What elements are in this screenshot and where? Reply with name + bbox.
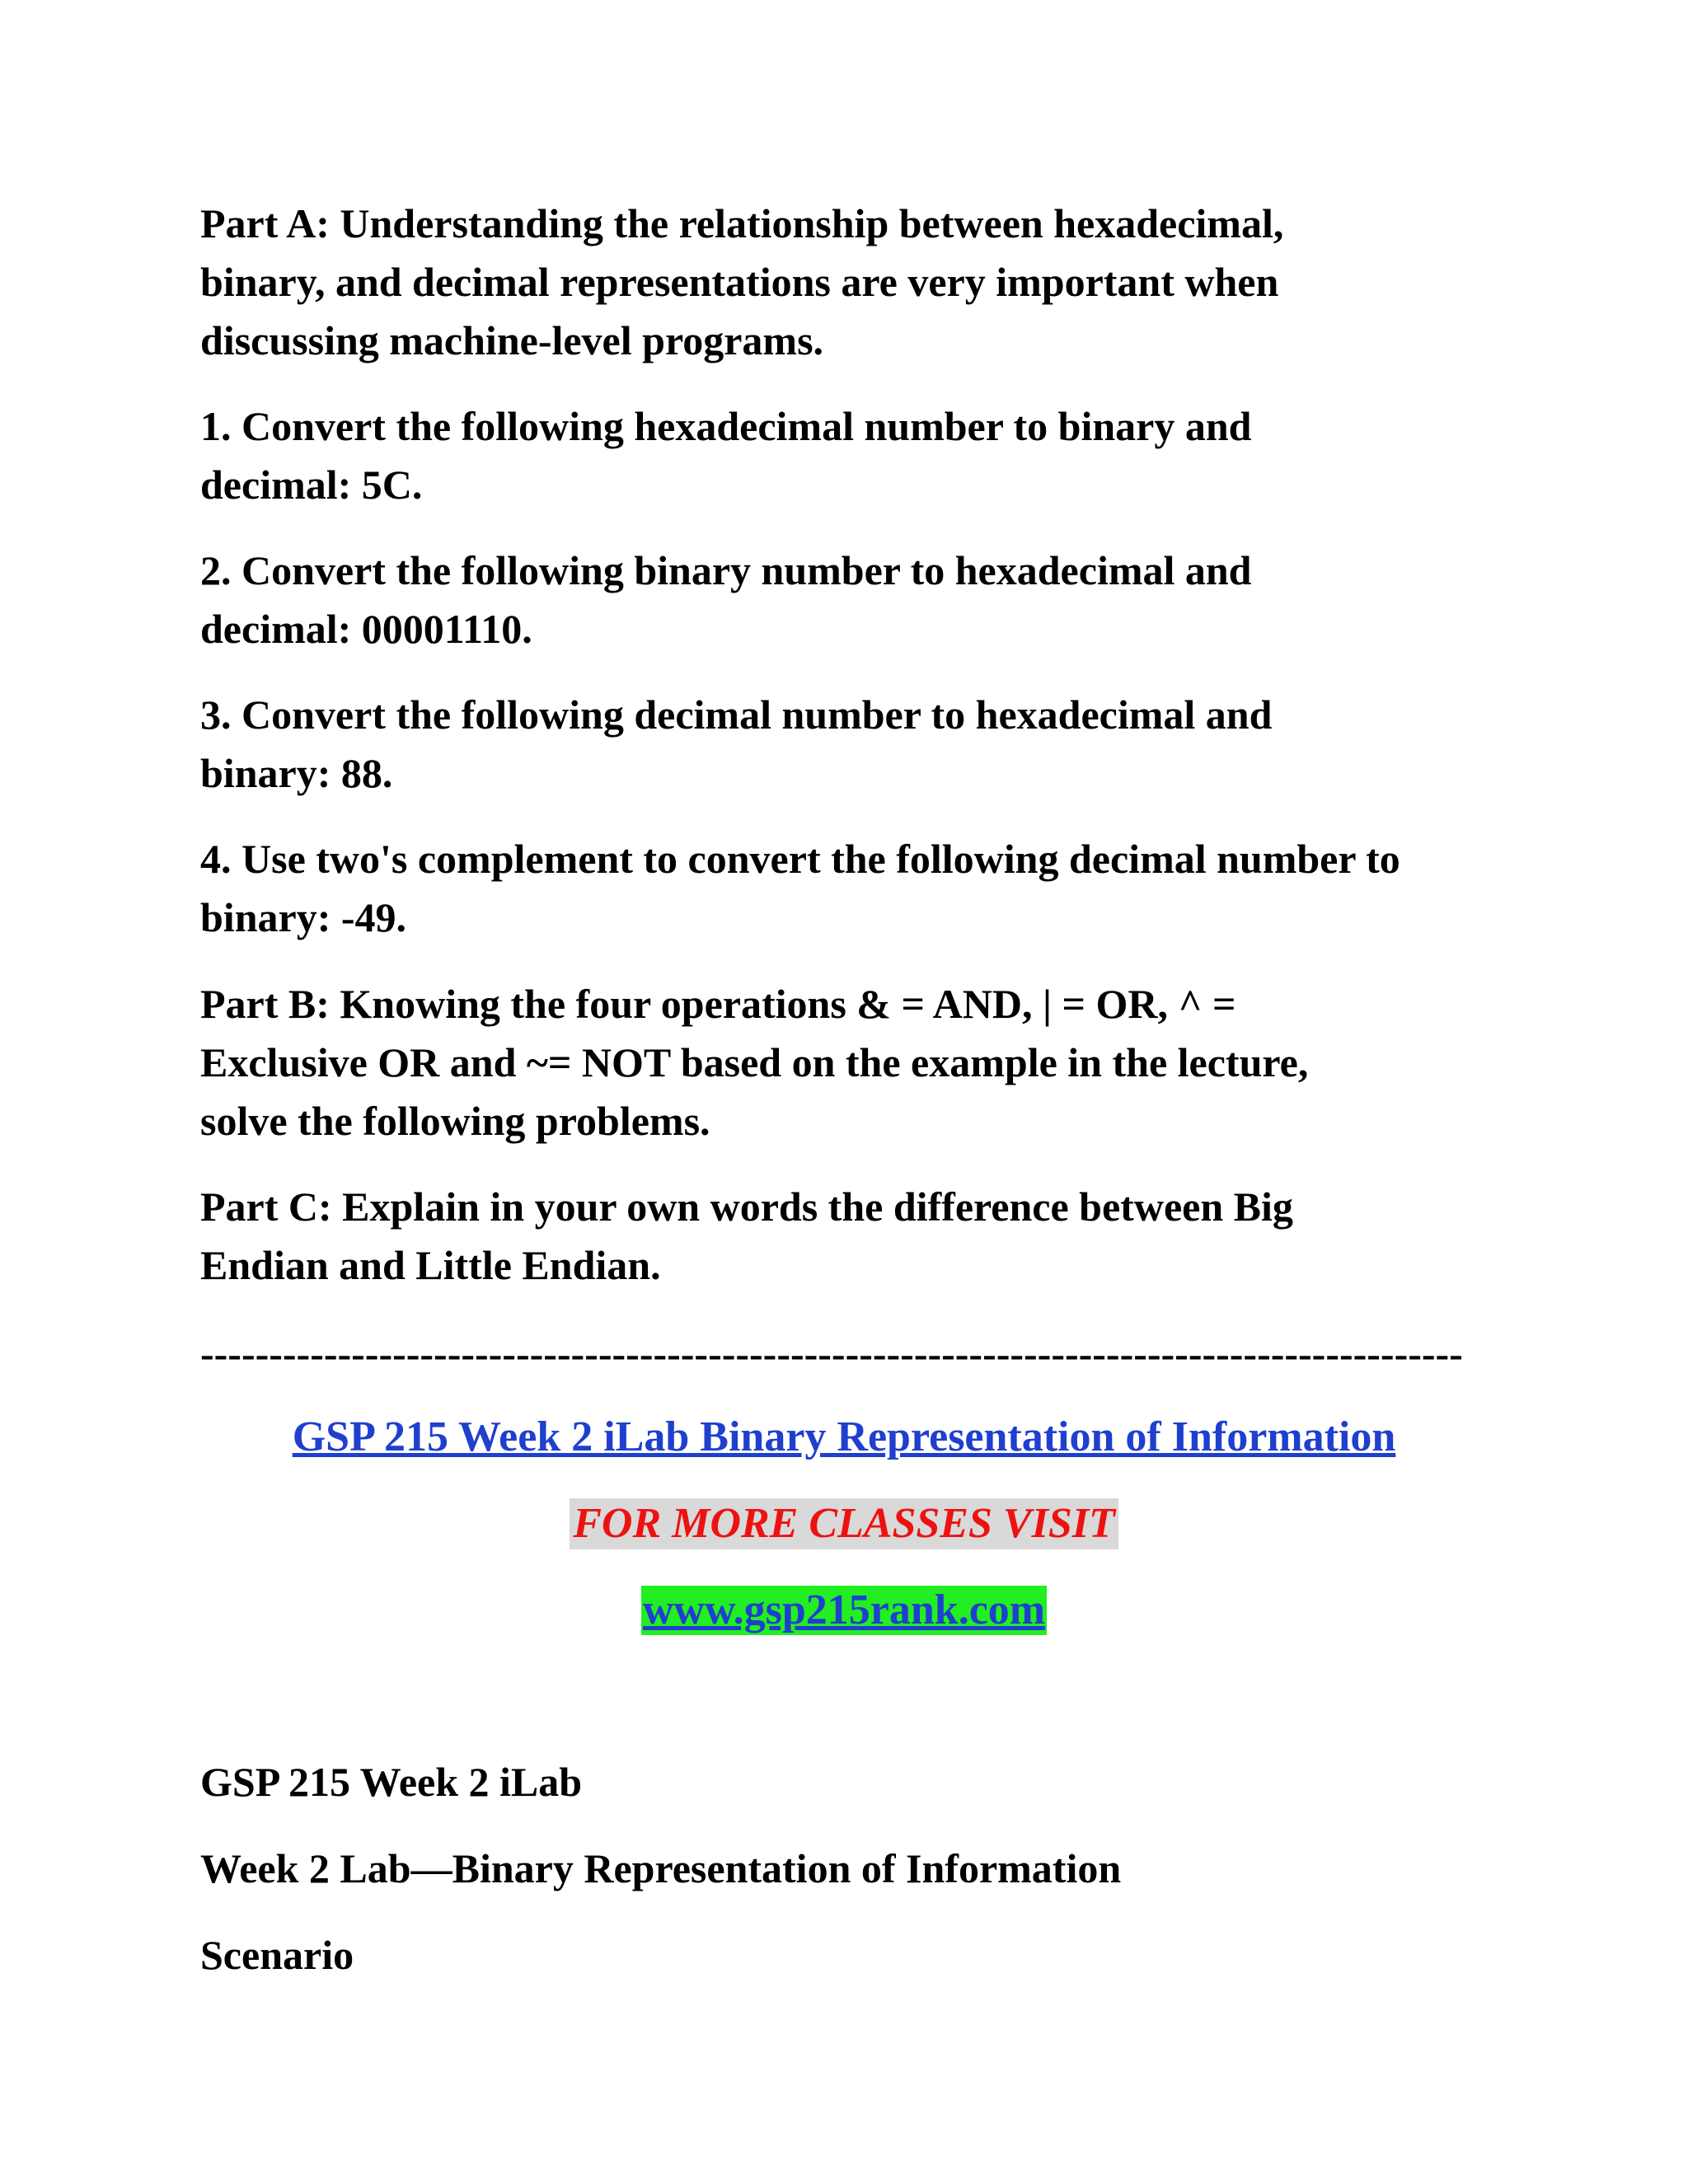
question-2-line-1: 2. Convert the following binary number to hexadecimal and	[200, 547, 1252, 593]
part-b-line-1: Part B: Knowing the four operations & = AND, | = OR, ^ =	[200, 981, 1236, 1027]
part-a-line-3: discussing machine-level programs.	[200, 317, 824, 363]
website-link[interactable]: www.gsp215rank.com	[642, 1586, 1046, 1633]
dashed-divider: --------------------------------------------------------------------------------------------	[200, 1330, 1463, 1376]
part-b-line-3: solve the following problems.	[200, 1098, 710, 1144]
part-c-line-2: Endian and Little Endian.	[200, 1242, 661, 1288]
more-classes-banner: FOR MORE CLASSES VISIT	[570, 1498, 1118, 1549]
part-b-line-2: Exclusive OR and ~= NOT based on the example in the lecture,	[200, 1039, 1309, 1085]
question-1-paragraph	[200, 397, 1503, 514]
question-1-line-2: decimal: 5C.	[200, 462, 423, 508]
course-title-link[interactable]: GSP 215 Week 2 iLab Binary Representation of Information	[292, 1413, 1396, 1460]
footer-heading-2: Week 2 Lab—Binary Representation of Information	[200, 1845, 1122, 1891]
promo-visit-row	[0, 1497, 1688, 1550]
question-2-paragraph	[200, 541, 1503, 658]
question-4-paragraph	[200, 830, 1503, 947]
part-c-line-1: Part C: Explain in your own words the difference between Big	[200, 1183, 1293, 1230]
promo-site-row	[0, 1584, 1688, 1637]
question-3-line-2: binary: 88.	[200, 750, 393, 796]
question-4-line-2: binary: -49.	[200, 894, 406, 940]
promo-title-row	[0, 1411, 1688, 1464]
part-a-paragraph	[200, 194, 1503, 370]
part-a-line-2: binary, and decimal representations are very important when	[200, 259, 1279, 305]
part-b-paragraph	[200, 975, 1503, 1151]
part-a-line-1: Part A: Understanding the relationship between hexadecimal,	[200, 200, 1284, 246]
question-2-line-2: decimal: 00001110.	[200, 606, 532, 652]
question-1-line-1: 1. Convert the following hexadecimal number to binary and	[200, 403, 1252, 449]
footer-heading-3: Scenario	[200, 1932, 354, 1978]
question-3-line-1: 3. Convert the following decimal number to hexadecimal and	[200, 691, 1273, 738]
question-3-paragraph	[200, 686, 1503, 803]
question-4-line-1: 4. Use two's complement to convert the following decimal number to	[200, 836, 1400, 882]
part-c-paragraph	[200, 1178, 1503, 1295]
footer-heading-1: GSP 215 Week 2 iLab	[200, 1759, 583, 1805]
